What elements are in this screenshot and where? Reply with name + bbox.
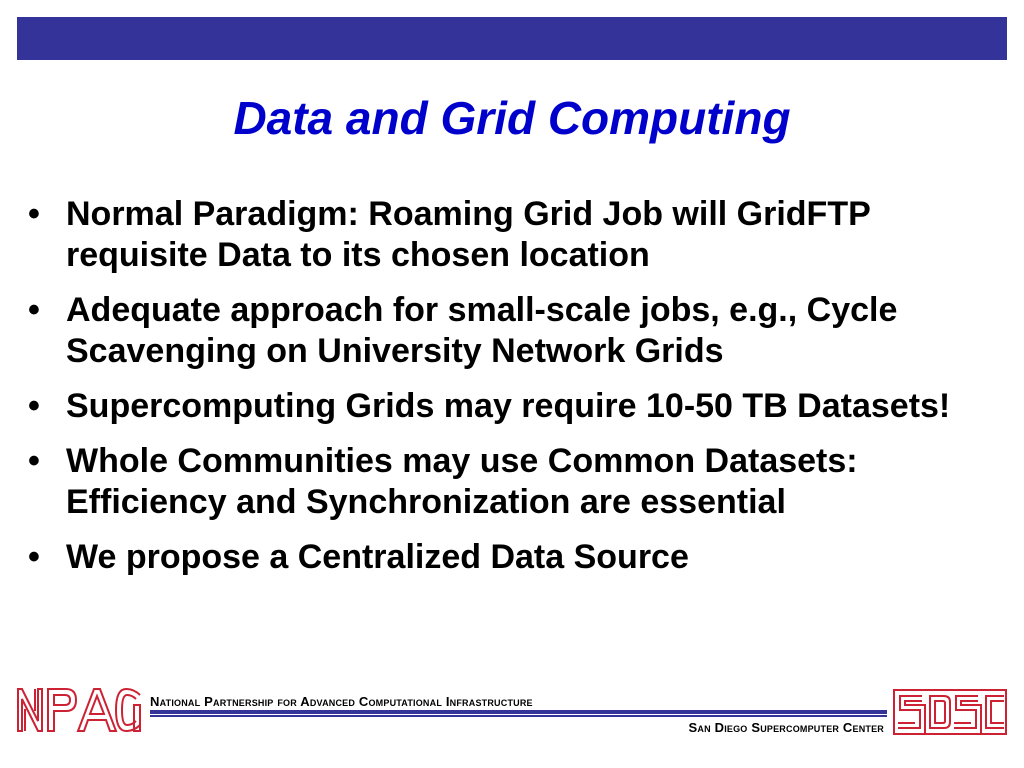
bullet-item [22,386,1012,427]
footer-divider [150,710,887,714]
header-bar [17,17,1007,60]
bullet-text: Normal Paradigm: Roaming Grid Job will GridFTP requisite Data to its chosen location [66,195,871,274]
bullet-icon: • [28,442,40,480]
bullet-icon: • [28,291,40,329]
slide-title: Data and Grid Computing [233,92,791,144]
footer-divider [150,715,887,717]
sdsc-logo-icon [892,688,1008,736]
bullet-item [22,290,1012,372]
bullet-item [22,441,1012,523]
bullet-text: Adequate approach for small-scale jobs, e.g., Cycle Scavenging on University Network Grids [66,291,898,370]
bullet-item [22,537,1012,578]
bullet-icon: • [28,387,40,425]
bullet-list [22,194,1012,592]
bullet-icon: • [28,195,40,233]
bullet-text: Whole Communities may use Common Datasets: Efficiency and Synchronization are essential [66,442,858,521]
bullet-icon: • [28,538,40,576]
bullet-text: We propose a Centralized Data Source [66,538,689,576]
bullet-text: Supercomputing Grids may require 10-50 TB Datasets! [66,387,951,425]
npaci-logo-icon [16,685,144,733]
bullet-item [22,194,1012,276]
footer-center-name: San Diego Supercomputer Center [688,720,884,735]
footer-org-name: National Partnership for Advanced Computational Infrastructure [150,694,533,709]
